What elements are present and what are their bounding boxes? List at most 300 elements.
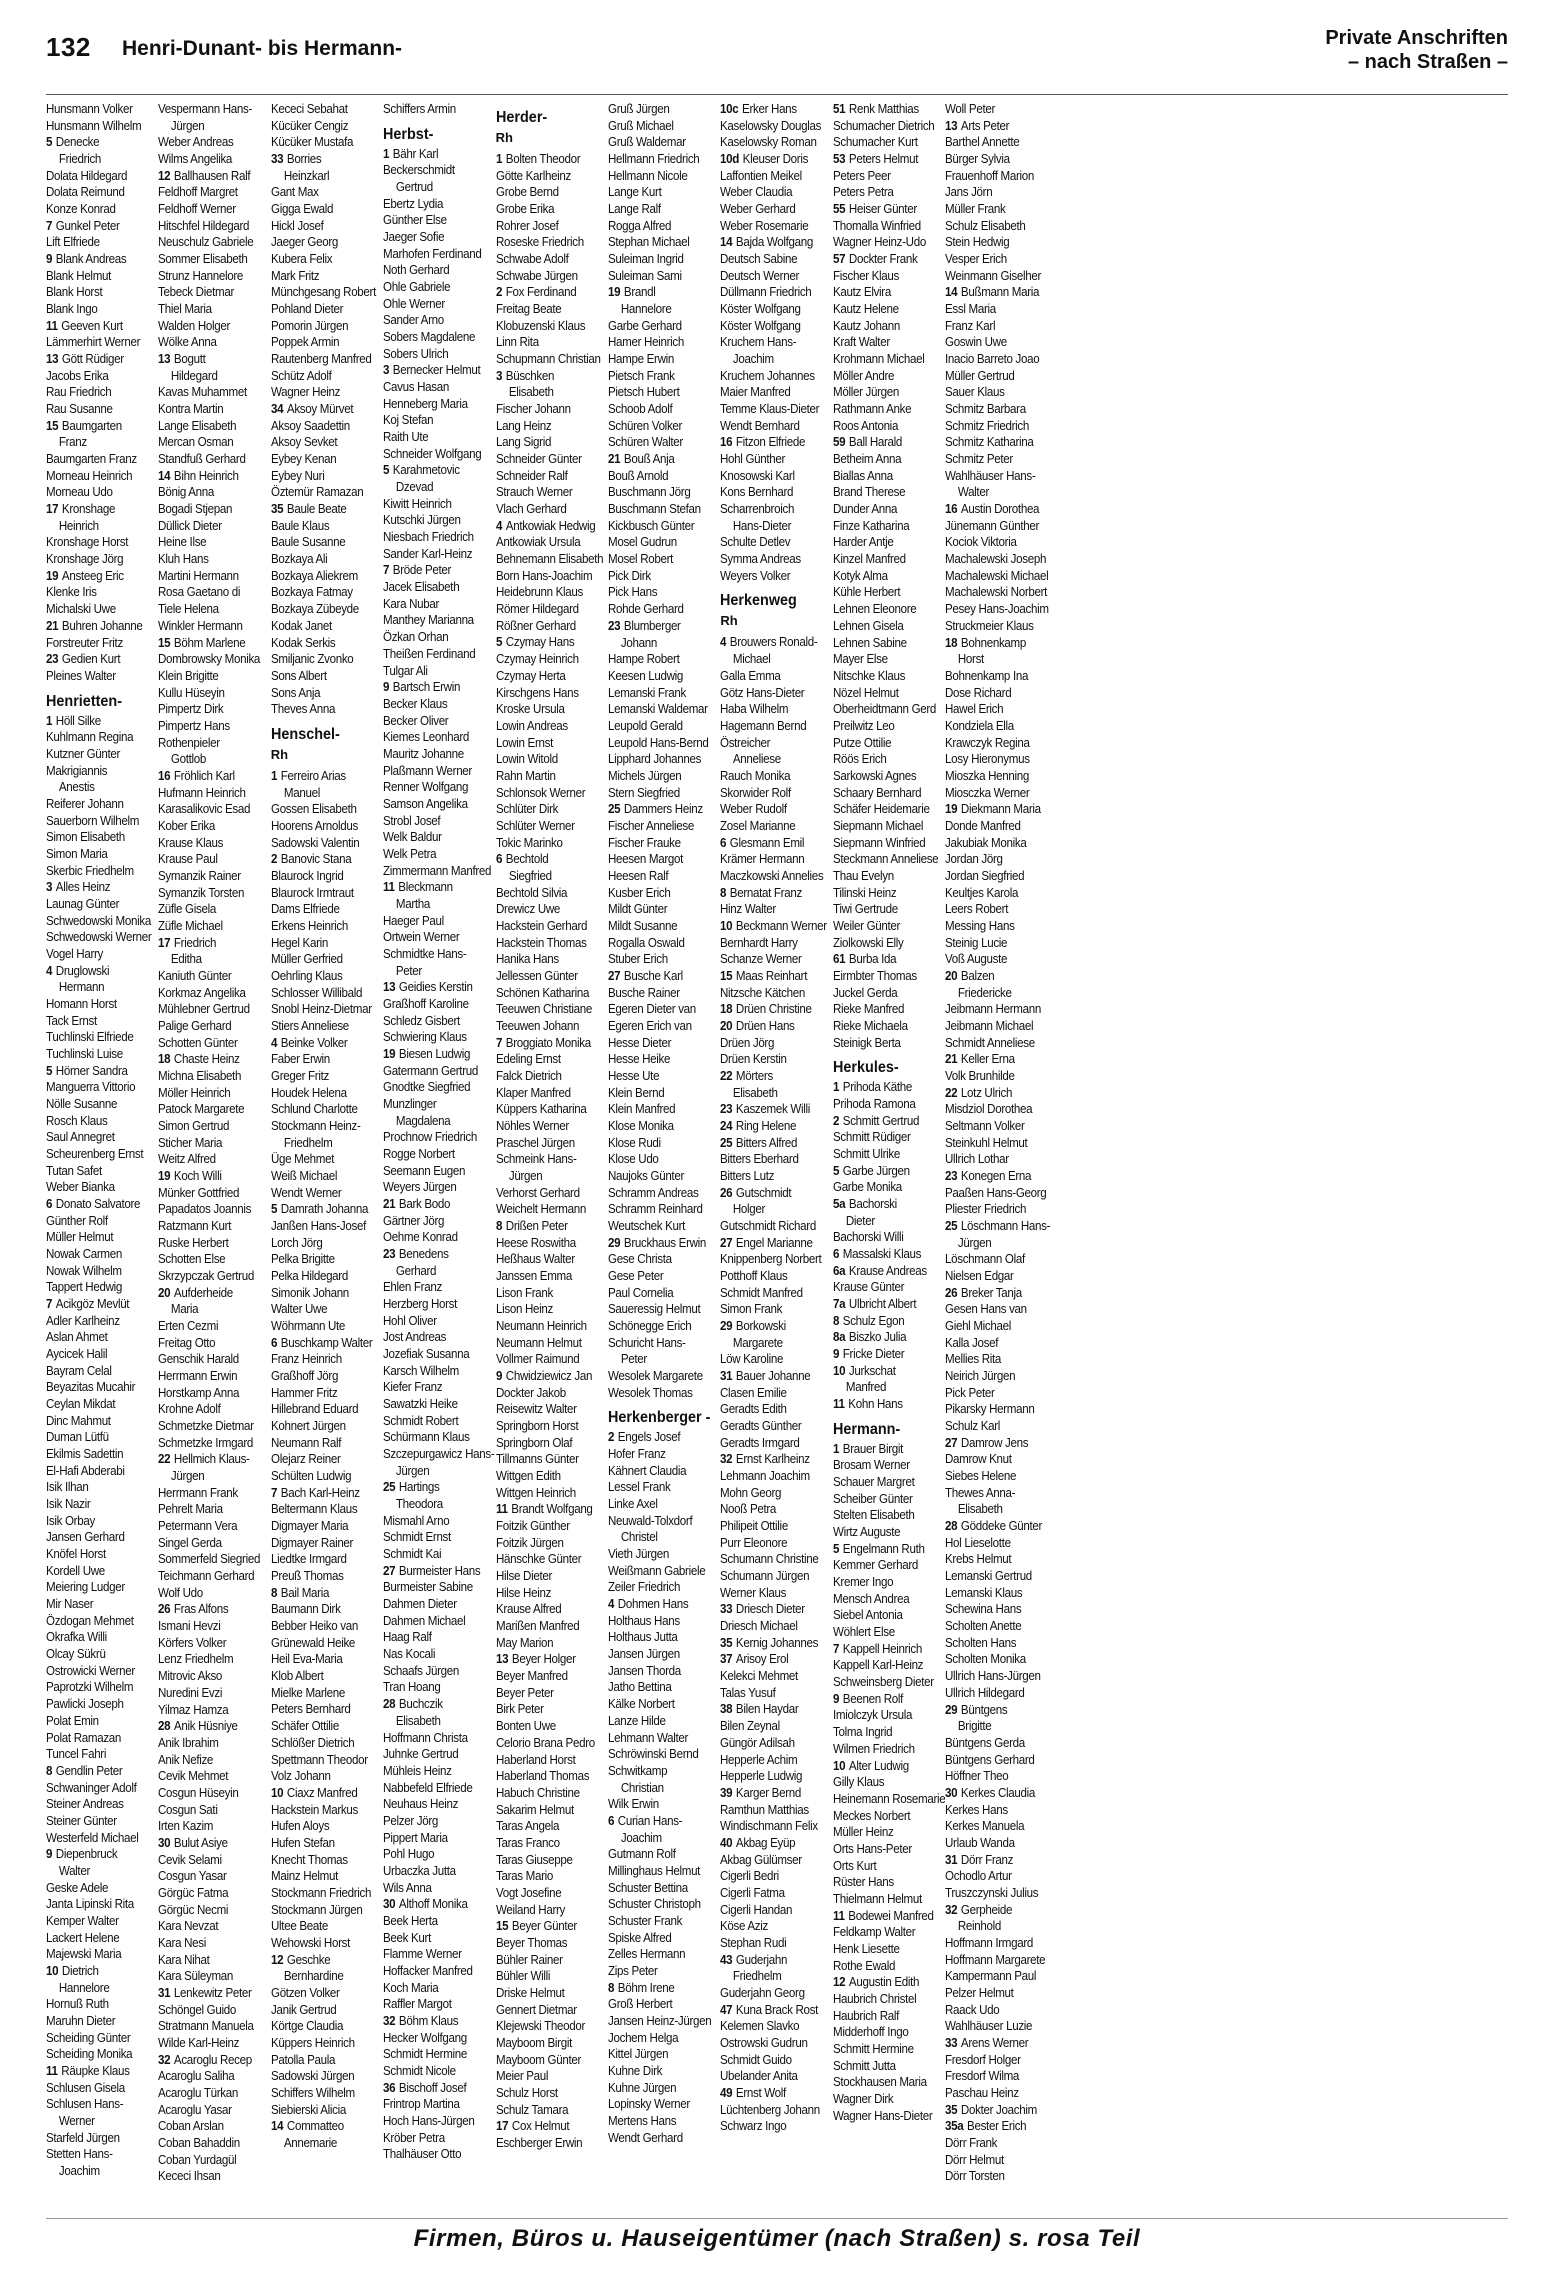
resident-entry	[833, 1079, 936, 1096]
resident-name: Steckmann Anneliese	[832, 852, 939, 867]
resident-entry	[608, 2080, 711, 2097]
house-number: 30	[383, 1897, 396, 1912]
resident-entry	[608, 301, 711, 318]
resident-name: Ostrowski Gudrun	[720, 2035, 808, 2050]
resident-name: Kalla Josef	[945, 1335, 999, 1350]
resident-name: Gerhard	[396, 1263, 437, 1278]
resident-name: Lehnen Gisela	[832, 618, 904, 633]
resident-entry	[833, 1474, 936, 1491]
resident-name: Potthoff Klaus	[720, 1269, 788, 1284]
resident-entry	[46, 2013, 149, 2030]
resident-name: Sons Anja	[270, 685, 321, 700]
resident-name: Tuncel Fahri	[46, 1747, 107, 1762]
resident-name: Rathmann Anke	[832, 402, 912, 417]
resident-entry	[271, 284, 374, 301]
resident-entry	[46, 334, 149, 351]
resident-name: Heßhaus Walter	[495, 1252, 575, 1267]
resident-entry	[945, 318, 1048, 335]
resident-entry	[833, 1674, 936, 1691]
resident-name: Nuredini Evzi	[158, 1685, 223, 1700]
resident-entry	[833, 284, 936, 301]
resident-entry	[945, 451, 1048, 468]
resident-entry	[271, 1218, 374, 1235]
house-number: 5	[46, 135, 53, 150]
resident-name: Schledz Gisbert	[383, 1013, 461, 1028]
resident-name: Glesmann Emil	[730, 835, 805, 850]
resident-entry	[46, 1446, 149, 1463]
resident-entry	[608, 1679, 711, 1696]
resident-name: Lotz Ulrich	[961, 1085, 1013, 1100]
resident-name: Hepperle Ludwig	[720, 1769, 803, 1784]
resident-entry	[496, 1918, 599, 1935]
resident-name: Paul Cornelia	[607, 1285, 674, 1300]
resident-entry	[46, 1696, 149, 1713]
resident-name: Pehrelt Maria	[158, 1502, 224, 1517]
resident-name: Olcay Sükrü	[46, 1647, 106, 1662]
resident-name: Janta Lipinski Rita	[46, 1897, 134, 1912]
resident-name: Haubrich Ralf	[832, 2008, 899, 2023]
resident-name: Lanze Hilde	[607, 1713, 666, 1728]
resident-entry	[383, 1529, 486, 1546]
resident-name: Lehnen Sabine	[832, 635, 907, 650]
resident-name: Wilde Karl-Heinz	[158, 2035, 240, 2050]
resident-entry	[833, 434, 936, 451]
resident-entry	[46, 484, 149, 501]
resident-entry	[608, 201, 711, 218]
resident-name: Tilinski Heinz	[832, 885, 897, 900]
resident-name: Weitz Alfred	[158, 1152, 217, 1167]
house-number: 19	[46, 568, 59, 583]
resident-name: Scheurenberg Ernst	[46, 1146, 144, 1161]
resident-name: Buhren Johanne	[61, 618, 143, 633]
resident-entry	[496, 718, 599, 735]
resident-name: Weiß Michael	[270, 1168, 337, 1183]
resident-entry	[496, 1935, 599, 1952]
resident-entry	[945, 534, 1048, 551]
resident-name: Finze Katharina	[832, 518, 910, 533]
resident-name: Linke Axel	[607, 1497, 658, 1512]
resident-entry	[608, 1285, 711, 1302]
resident-entry	[945, 751, 1048, 768]
resident-entry	[496, 1318, 599, 1335]
resident-entry	[945, 1885, 1048, 1902]
resident-entry	[383, 329, 486, 346]
resident-name: Böhm Marlene	[174, 635, 246, 650]
resident-entry	[608, 184, 711, 201]
house-number: 9	[46, 252, 53, 267]
resident-entry	[720, 735, 823, 752]
resident-name: Wagner Heinz	[270, 385, 340, 400]
resident-entry	[945, 1168, 1048, 1185]
resident-name: Maczkowski Annelies	[720, 868, 824, 883]
house-number: 13	[495, 1652, 508, 1667]
resident-entry	[158, 1418, 261, 1435]
resident-entry	[833, 1457, 936, 1474]
resident-entry	[945, 2118, 1048, 2135]
resident-entry	[158, 401, 261, 418]
resident-entry	[158, 2102, 261, 2119]
resident-entry	[158, 701, 261, 718]
resident-entry	[945, 701, 1048, 718]
resident-name: Tuchlinski Luise	[46, 1046, 123, 1061]
resident-entry	[608, 868, 711, 885]
resident-entry	[496, 1601, 599, 1618]
resident-name: Höffner Theo	[945, 1769, 1009, 1784]
resident-name: Beltermann Klaus	[270, 1502, 358, 1517]
house-number: 10c	[720, 102, 739, 116]
resident-name: Geschke	[286, 1952, 331, 1967]
resident-name: Teeuwen Christiane	[495, 1002, 592, 1017]
resident-name: Löschmann Hans-	[961, 1219, 1051, 1234]
resident-entry	[608, 835, 711, 852]
resident-entry	[46, 846, 149, 863]
resident-name: Krause Klaus	[158, 835, 224, 850]
resident-name: Jochem Helga	[607, 2030, 679, 2045]
resident-name: Betheim Anna	[832, 452, 902, 467]
resident-entry	[608, 151, 711, 168]
resident-entry	[46, 2096, 149, 2113]
resident-name: Rieke Manfred	[832, 1002, 904, 1017]
resident-entry	[383, 1646, 486, 1663]
house-number: 15	[495, 1919, 508, 1934]
resident-name: Wittgen Edith	[495, 1469, 561, 1484]
resident-name: Orts Hans-Peter	[832, 1841, 912, 1856]
resident-name: Temme Klaus-Dieter	[720, 402, 820, 417]
resident-entry	[608, 985, 711, 1002]
resident-entry	[720, 1101, 823, 1118]
resident-name: Konegen Erna	[961, 1169, 1032, 1183]
resident-entry	[46, 584, 149, 601]
house-number: 33	[720, 1602, 733, 1617]
house-number: 49	[720, 2085, 733, 2100]
resident-name: Kordell Uwe	[46, 1563, 105, 1578]
resident-entry	[945, 484, 1048, 501]
resident-name: Steinig Lucie	[945, 935, 1008, 950]
resident-entry	[945, 1585, 1048, 1602]
resident-entry	[833, 1724, 936, 1741]
resident-entry	[720, 1285, 823, 1302]
resident-name: Gant Max	[270, 185, 319, 200]
resident-entry	[720, 718, 823, 735]
resident-entry	[46, 1529, 149, 1546]
resident-entry	[945, 901, 1048, 918]
resident-entry	[945, 251, 1048, 268]
resident-entry	[945, 2152, 1048, 2169]
resident-entry	[496, 1085, 599, 1102]
resident-entry	[46, 1746, 149, 1763]
resident-name: Feldhoff Werner	[158, 202, 237, 217]
resident-entry	[608, 434, 711, 451]
resident-entry	[720, 318, 823, 335]
resident-name: Lemanski Gertrud	[945, 1569, 1033, 1584]
resident-name: Heinemann Rosemarie	[832, 1791, 946, 1806]
resident-name: Stein Hedwig	[945, 235, 1010, 250]
resident-name: Scholten Monika	[945, 1652, 1026, 1667]
resident-name: Taras Angela	[495, 1819, 559, 1834]
resident-entry	[833, 2108, 936, 2125]
resident-name: Kavas Muhammet	[158, 385, 248, 400]
resident-entry	[158, 368, 261, 385]
resident-entry	[608, 1613, 711, 1630]
page-title: Henri-Dunant- bis Hermann-	[122, 37, 403, 60]
resident-entry	[720, 668, 823, 685]
resident-name: Mayboom Günter	[495, 2052, 581, 2067]
resident-entry	[720, 1701, 823, 1718]
resident-name: Ciaxz Manfred	[286, 1785, 358, 1800]
resident-name: Römer Hildegard	[495, 602, 579, 617]
resident-name: Büntgens	[961, 1702, 1008, 1717]
resident-entry	[46, 1113, 149, 1130]
resident-entry	[158, 1185, 261, 1202]
resident-entry	[383, 446, 486, 463]
resident-name: Hillebrand Eduard	[270, 1402, 359, 1417]
resident-entry	[271, 1301, 374, 1318]
resident-entry	[158, 1318, 261, 1335]
resident-entry	[271, 618, 374, 635]
resident-entry	[271, 584, 374, 601]
resident-entry	[271, 1051, 374, 1068]
resident-entry	[720, 1468, 823, 1485]
resident-entry	[383, 512, 486, 529]
resident-name: Bechtold	[505, 852, 548, 867]
resident-name: Kaniuth Günter	[158, 968, 232, 983]
resident-name: Schewina Hans	[945, 1602, 1022, 1617]
resident-name: Kubera Felix	[270, 252, 332, 267]
resident-entry	[383, 396, 486, 413]
resident-name: Kröber Petra	[383, 2130, 445, 2145]
resident-name: Stuber Erich	[607, 952, 668, 967]
house-number: 6	[495, 852, 502, 867]
resident-name: Gossen Elisabeth	[270, 802, 357, 817]
resident-name: Kiefer Franz	[383, 1380, 443, 1395]
resident-name: Weber Rosemarie	[720, 218, 809, 233]
resident-name: Jeibmann Hermann	[945, 1002, 1042, 1017]
resident-name: Munzlinger	[383, 1096, 437, 1111]
resident-name: Jatho Bettina	[607, 1680, 672, 1695]
resident-entry	[608, 168, 711, 185]
resident-entry	[383, 1813, 486, 1830]
resident-entry	[945, 2018, 1048, 2035]
resident-entry	[46, 1196, 149, 1213]
resident-name: Taras Franco	[495, 1835, 560, 1850]
house-number: 5	[46, 1063, 53, 1078]
resident-name: Pimpertz Hans	[158, 718, 231, 733]
resident-name: Müller Gertrud	[945, 368, 1015, 383]
resident-name: Truszczynski Julius	[945, 1885, 1039, 1900]
resident-entry	[383, 346, 486, 363]
house-number: 25	[607, 802, 621, 817]
resident-name: Bilen Zeynal	[720, 1719, 781, 1734]
resident-entry	[496, 2118, 599, 2135]
house-number: 21	[945, 1052, 958, 1067]
resident-entry	[158, 801, 261, 818]
resident-name: Pick Dirk	[607, 568, 651, 583]
resident-name: Coban Bahaddin	[158, 2135, 241, 2150]
resident-name: Tiwi Gertrude	[832, 902, 898, 917]
resident-name: Schneider Wolfgang	[383, 446, 482, 461]
resident-entry	[608, 568, 711, 585]
resident-entry	[496, 885, 599, 902]
resident-name: Wilk Erwin	[607, 1797, 659, 1812]
resident-name: Ratzmann Kurt	[158, 1219, 232, 1234]
resident-name: Anestis	[58, 780, 95, 795]
resident-entry	[496, 2102, 599, 2119]
resident-entry	[158, 2135, 261, 2152]
resident-entry	[271, 1868, 374, 1885]
resident-name: Acaroglu Saliha	[158, 2069, 235, 2084]
house-number: 5	[383, 463, 390, 478]
resident-entry	[608, 1118, 711, 1135]
resident-entry	[945, 2168, 1048, 2185]
resident-entry	[833, 118, 936, 135]
resident-entry	[158, 1702, 261, 1719]
resident-entry	[608, 2013, 711, 2030]
resident-entry	[158, 1085, 261, 1102]
resident-name: Mayboom Birgit	[495, 2035, 572, 2050]
house-number: 3	[495, 368, 502, 383]
resident-name: Bönig Anna	[158, 485, 215, 500]
resident-entry	[383, 863, 492, 880]
resident-entry	[833, 818, 936, 835]
resident-entry	[271, 2052, 374, 2069]
resident-name: Erten Cezmi	[158, 1319, 219, 1334]
resident-entry	[46, 251, 149, 268]
resident-name: Suleiman Ingrid	[607, 252, 684, 267]
resident-entry	[271, 1802, 374, 1819]
street-heading: Herder-	[495, 109, 547, 126]
house-number: 6	[720, 835, 727, 850]
resident-name: Mertens Hans	[607, 2113, 677, 2128]
house-number: 8	[607, 1980, 615, 1995]
resident-name: Paprotzki Wilhelm	[46, 1680, 134, 1695]
resident-name: Cevik Selami	[158, 1852, 223, 1867]
resident-entry	[383, 1446, 495, 1463]
resident-entry	[833, 785, 936, 802]
resident-entry	[833, 1657, 936, 1674]
resident-name: Baumgarten	[61, 418, 122, 433]
resident-entry	[496, 1818, 599, 1835]
resident-name: Büschken	[505, 368, 554, 383]
resident-name: Schmeink Hans-	[495, 1152, 577, 1167]
resident-entry	[158, 1301, 261, 1318]
resident-name: Anik Nefize	[158, 1752, 214, 1767]
page-footer: Firmen, Büros u. Hauseigentümer (nach Straßen) s. rosa Teil	[46, 2218, 1508, 2259]
resident-entry	[720, 384, 823, 401]
resident-name: Jansen Thorda	[607, 1663, 681, 1678]
resident-entry	[720, 301, 823, 318]
resident-name: Horst	[958, 652, 985, 667]
resident-name: Schuricht Hans-	[607, 1335, 686, 1350]
resident-name: Gruß Waldemar	[607, 135, 686, 150]
resident-name: Czymay Herta	[495, 668, 566, 683]
resident-entry	[46, 996, 149, 1013]
resident-entry	[833, 451, 936, 468]
resident-name: Bebber Heiko van	[270, 1619, 358, 1634]
resident-name: Gendlin Peter	[55, 1763, 123, 1778]
resident-entry	[383, 412, 486, 429]
resident-entry	[383, 896, 486, 913]
resident-entry	[383, 1613, 486, 1630]
resident-entry	[945, 1518, 1048, 1535]
resident-entry	[945, 351, 1048, 368]
resident-entry	[158, 1968, 261, 1985]
resident-name: Grünewald Heike	[270, 1635, 355, 1650]
resident-entry	[158, 1868, 261, 1885]
resident-name: Holthaus Hans	[607, 1613, 680, 1628]
resident-entry	[720, 518, 823, 535]
resident-name: Neirich Jürgen	[945, 1369, 1016, 1384]
resident-name: Kickbusch Günter	[607, 518, 695, 533]
resident-entry	[158, 351, 261, 368]
resident-name: Biesen Ludwig	[399, 1046, 471, 1061]
resident-entry	[383, 146, 486, 163]
resident-name: Weber Andreas	[158, 135, 234, 150]
resident-name: Niesbach Friedrich	[383, 530, 474, 545]
resident-name: Voß Auguste	[945, 952, 1008, 967]
resident-name: Friedrich	[58, 152, 102, 167]
house-number: 1	[270, 768, 277, 783]
resident-name: Kroske Ursula	[495, 702, 565, 717]
resident-name: Heine Ilse	[158, 535, 207, 550]
resident-name: Kececi Ihsan	[158, 2169, 221, 2184]
resident-name: Hellmich Klaus-	[174, 1452, 250, 1467]
resident-entry	[271, 1618, 374, 1635]
resident-entry	[945, 368, 1048, 385]
resident-name: Peters Bernhard	[270, 1702, 351, 1717]
resident-name: Löw Karoline	[720, 1352, 784, 1367]
resident-name: Bohnenkamp	[961, 635, 1027, 650]
resident-name: Scharrenbroich	[720, 502, 795, 517]
resident-entry	[158, 868, 261, 885]
resident-name: Mohn Georg	[720, 1485, 782, 1500]
resident-entry	[383, 2080, 486, 2097]
resident-name: Göddeke Günter	[961, 1519, 1043, 1534]
resident-entry	[158, 518, 261, 535]
resident-name: Drüen Kerstin	[720, 1052, 788, 1067]
resident-entry	[46, 501, 149, 518]
resident-name: Tillmanns Günter	[495, 1452, 579, 1467]
resident-name: Buschmann Jörg	[607, 485, 691, 500]
resident-name: Arisoy Erol	[736, 1652, 789, 1667]
resident-name: Lemanski Waldemar	[607, 702, 708, 717]
resident-entry	[608, 451, 711, 468]
house-number: 43	[720, 1952, 733, 1967]
resident-entry	[496, 1551, 599, 1568]
resident-name: Peters Petra	[832, 185, 894, 200]
resident-name: Busche Karl	[623, 968, 683, 983]
resident-name: Dohmen Hans	[617, 1597, 689, 1612]
resident-name: Krause Günter	[832, 1280, 904, 1295]
resident-entry	[945, 584, 1048, 601]
resident-name: Orts Kurt	[832, 1858, 877, 1873]
resident-entry	[496, 451, 599, 468]
resident-name: Schramm Andreas	[607, 1185, 699, 1200]
resident-name: Bozkaya Aliekrem	[270, 568, 358, 583]
resident-entry	[945, 851, 1048, 868]
resident-name: Beek Kurt	[383, 1930, 432, 1945]
resident-entry	[158, 1601, 261, 1618]
resident-entry	[46, 913, 149, 930]
resident-name: Lang Sigrid	[495, 435, 551, 450]
resident-entry	[158, 935, 261, 952]
resident-entry	[945, 618, 1048, 635]
resident-entry	[271, 484, 374, 501]
resident-entry	[720, 1551, 823, 1568]
resident-entry	[383, 212, 486, 229]
resident-name: Büntgens Gerda	[945, 1735, 1026, 1750]
resident-entry	[496, 1968, 599, 1985]
resident-entry	[720, 551, 823, 568]
